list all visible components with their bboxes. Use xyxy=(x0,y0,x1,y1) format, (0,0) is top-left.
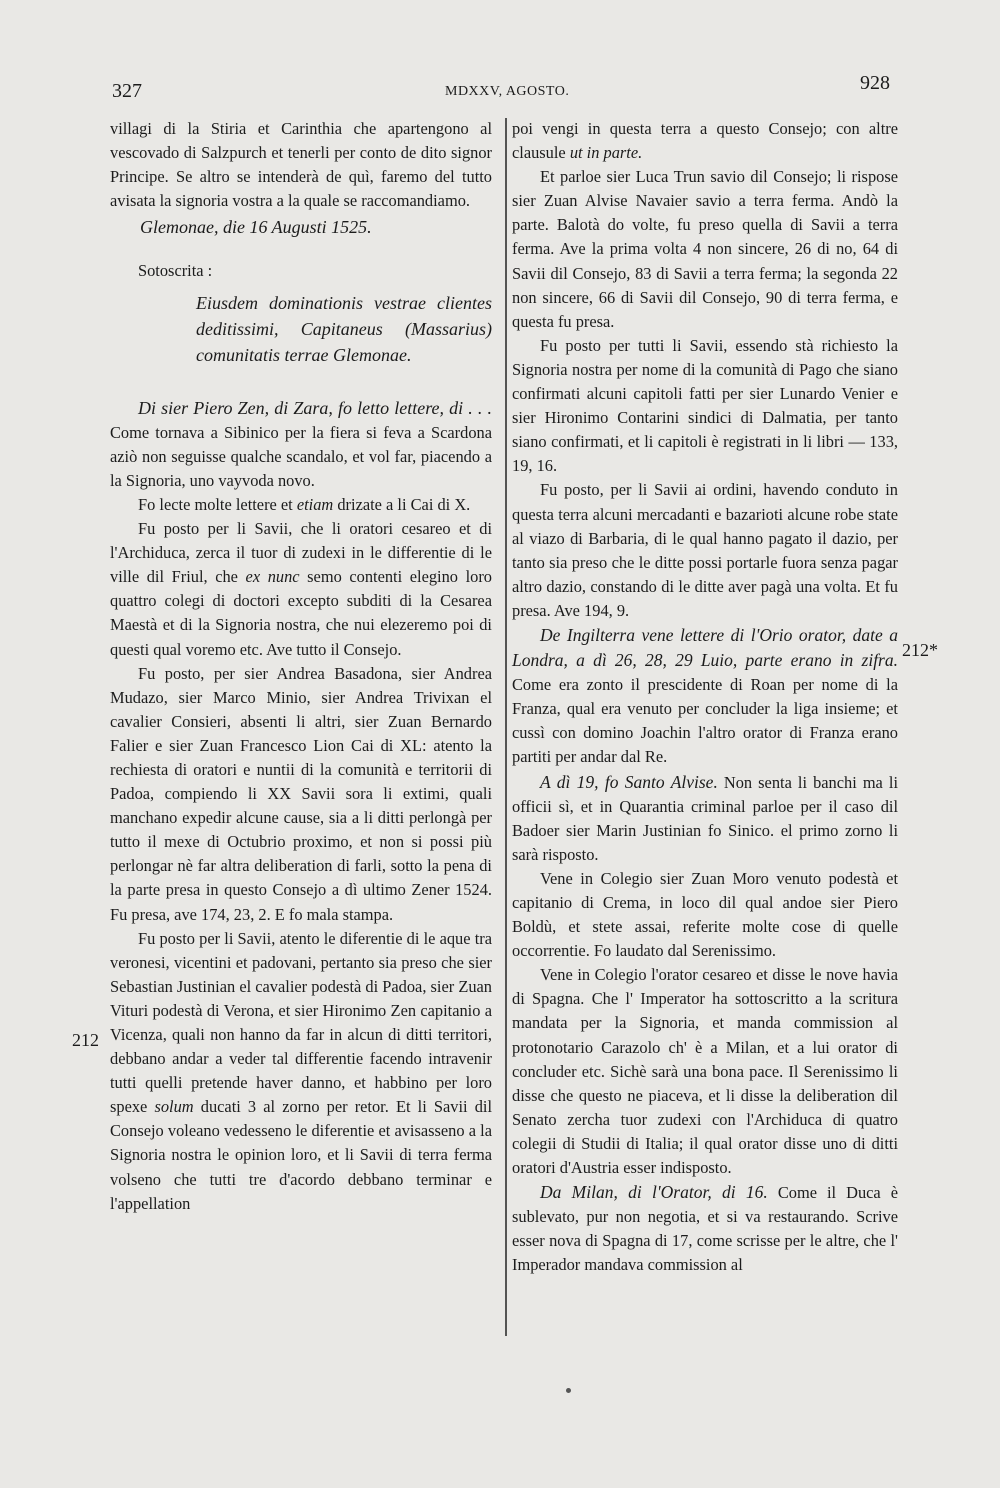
date-heading: A dì 19, fo Santo Alvise. xyxy=(540,771,718,792)
paragraph xyxy=(110,493,492,517)
italic-term: etiam xyxy=(296,494,334,514)
right-margin-number: 212* xyxy=(902,640,938,660)
letter-text: Come tornava a Sibinico per la fiera si feva a Scardona aziò non seguisse qualche scandalo, et vol far, piacendo a la Signoria, uno vayvoda novo. xyxy=(110,422,492,490)
left-page-number: 327 xyxy=(112,80,142,102)
right-column xyxy=(512,117,898,1278)
text: Non senta li banchi ma li officii sì, et in Quarantia criminal parloe per il caso dil Badoer sier Marin Justinian fo Sinico. el primo zorno li sarà risposto. xyxy=(512,772,899,864)
ink-speck xyxy=(566,1388,571,1393)
paragraph: Vene in Colegio l'orator cesareo et disse le nove havia di Spagna. Che l' Imperator ha sottoscritto a la scritura mandata per la Signoria, et manda commission al protonotario Carazolo ch' è a Milan, et a lui orator di concluder etc. Sichè sarà una bona pace. Il Serenissimo li disse che questo ne piaceva, et li disse la deliberation dil Senato zercha tuor zudexi con l'Archiduca di quatro colegii di Studii di Italia; il qual orator disse uno di ditti oratori d'Austria esser indisposto. xyxy=(512,965,898,1178)
paragraph: Fu posto per tutti li Savii, essendo stà richiesto la Signoria nostra per nome di la comunità di Pago che siano confirmati alcuni capitoli fatti per sier Lunardo Venier e sier Hironimo Contarini sindici di Dalmatia, per tanto siano confirmati, et li capitoli è registrati in li libri — 133, 19, 16. xyxy=(512,335,898,476)
letter-heading: Da Milan, di l'Orator, di 16. xyxy=(540,1182,768,1203)
paragraph: Fu posto, per li Savii ai ordini, havendo conduto in questa terra alcuni mercadanti e bazarioti alcune robe state al viazo di Barbaria, di le qual hanno pagato il dazio, per tanto sia preso che le ditte possi portarle fuora senza pagar altro dazio, constando di le ditte aver pagà una volta. Et fu presa. Ave 194, 9. xyxy=(512,480,898,620)
paragraph: Sotoscrita : xyxy=(138,261,213,281)
letter-text: Come il Duca è sublevato, pur non negotia, et si va restaurando. Scrive esser nova di Spagna di 17, come scrisse per le altre, che l' Imperador mandava commission al xyxy=(512,1183,899,1275)
letter-heading: Di sier Piero Zen, di Zara, fo letto lettere, di . . . xyxy=(138,397,492,418)
text: poi vengi in questa terra a questo Consejo; con altre clausule xyxy=(512,119,898,163)
left-column xyxy=(110,117,492,1216)
paragraph xyxy=(512,1180,898,1277)
text: semo contenti elegino loro quattro colegi di doctori excepto subditi di la Cesarea Maestà et di la Signoria nostra, che nui elezeremo poi di questi qual voremo etc. Ave tutto il Consejo. xyxy=(110,567,492,659)
text: drizate a li Cai di X. xyxy=(333,494,471,514)
italic-term: solum xyxy=(154,1097,194,1117)
paragraph xyxy=(512,770,898,867)
text: Fu posto per li Savii, atento le diferentie di le aque tra veronesi, vicentini et padovani, pertanto sia preso che sier Sebastian Justinian el cavalier podestà di Padoa, sier Zuan Vituri podestà di Verona, et sier Hironimo Zen capitanio a Vicenza, quali non hanno da far in alcun di ditti territori, debbano andar a veder tal differentie facendo intravenir tutti quelli pretende haver danno, et habbino per loro spexe xyxy=(110,928,492,1117)
paragraph xyxy=(512,623,898,770)
paragraph: Fu posto, per sier Andrea Basadona, sier Andrea Mudazo, sier Marco Minio, sier Andrea Trivixan el cavalier Consieri, absenti li altri, sier Zuan Bernardo Falier e sier Zuan Francesco Lion Cai di XL: atento la rechiesta di oratori e nuntii di la comunità e territorii di Padoa, compiendo li XX Savii sora li extimi, quali manchano expedir alcune cause, sia a li ditti perlongà per tutto il mexe di Octubrio proximo, et non si possi più perlongar nè far altra deliberation di farli, sotto la pena di la parte presa in questo Consejo a dì ultimo Zener 1524. Fu presa, ave 174, 23, 2. E fo mala stampa. xyxy=(110,663,492,924)
date-line: Glemonae, die 16 Augusti 1525. xyxy=(140,217,372,238)
text: Fo lecte molte lettere et xyxy=(138,494,297,514)
paragraph: villagi di la Stiria et Carinthia che apartengono al vescovado di Salzpurch et tenerli per conto de dito signor Principe. Se altro se intenderà de quì, faremo del tutto avisata la signoria vostra a la quale se raccomandiamo. xyxy=(110,119,492,211)
italic-term: ut in parte. xyxy=(569,143,643,163)
paragraph xyxy=(512,117,898,165)
letter-text: Come era zonto il prescidente di Roan per nome di la Franza, qual era venuto per concluder la liga insieme; et cussì con domino Joachin l'altro orator di Franza erano partiti per andar dal Re. xyxy=(512,675,898,767)
paragraph: Et parloe sier Luca Trun savio dil Consejo; li rispose sier Zuan Alvise Navaier savio a terra ferma. Andò la parte. Balotà do volte, fu preso quella di Savii a terra ferma. Ave la prima volta 4 non sincere, 26 di no, 64 di Savii dil Consejo, 83 di Savii a terra ferma; la segonda 22 non sincere, 66 di Savii dil Consejo, 90 di terra ferma, e questa fu presa. xyxy=(512,167,898,331)
paragraph xyxy=(110,927,492,1216)
text: Fu posto per li Savii, che li oratori cesareo et di l'Archiduca, zerca il tuor di zudexi in le differentie di le ville dil Friul, che xyxy=(110,519,492,587)
text: ducati 3 al zorno per retor. Et li Savii dil Consejo voleano vedesseno le diferentie et avisasseno a la Signoria nostra le opinion loro, et li Savii di terra ferma volseno che tutti tre d'acordo debbano terminar e l'appellation xyxy=(110,1097,492,1213)
column-divider xyxy=(505,118,507,1336)
italic-term: ex nunc xyxy=(245,567,300,587)
letter-heading: De Ingilterra vene lettere di l'Orio orator, date a Londra, a dì 26, 28, 29 Luio, parte erano in zifra. xyxy=(512,624,898,671)
paragraph xyxy=(110,517,492,662)
paragraph xyxy=(110,396,492,493)
spacer xyxy=(110,239,492,259)
signature-block: Eiusdem dominationis vestrae clientes deditissimi, Capitaneus (Massarius) comunitatis terrae Glemonae. xyxy=(196,292,492,365)
paragraph: Vene in Colegio sier Zuan Moro venuto podestà et capitanio di Crema, in loco dil qual andoe sier Piero Boldù, et stete assai, referite molte cose di quelle occorrentie. Fo laudato dal Serenissimo. xyxy=(512,868,898,961)
spacer xyxy=(110,368,492,396)
right-page-number: 928 xyxy=(860,72,890,94)
running-title: MDXXV, AGOSTO. xyxy=(445,84,570,99)
left-margin-number: 212 xyxy=(72,1030,99,1050)
